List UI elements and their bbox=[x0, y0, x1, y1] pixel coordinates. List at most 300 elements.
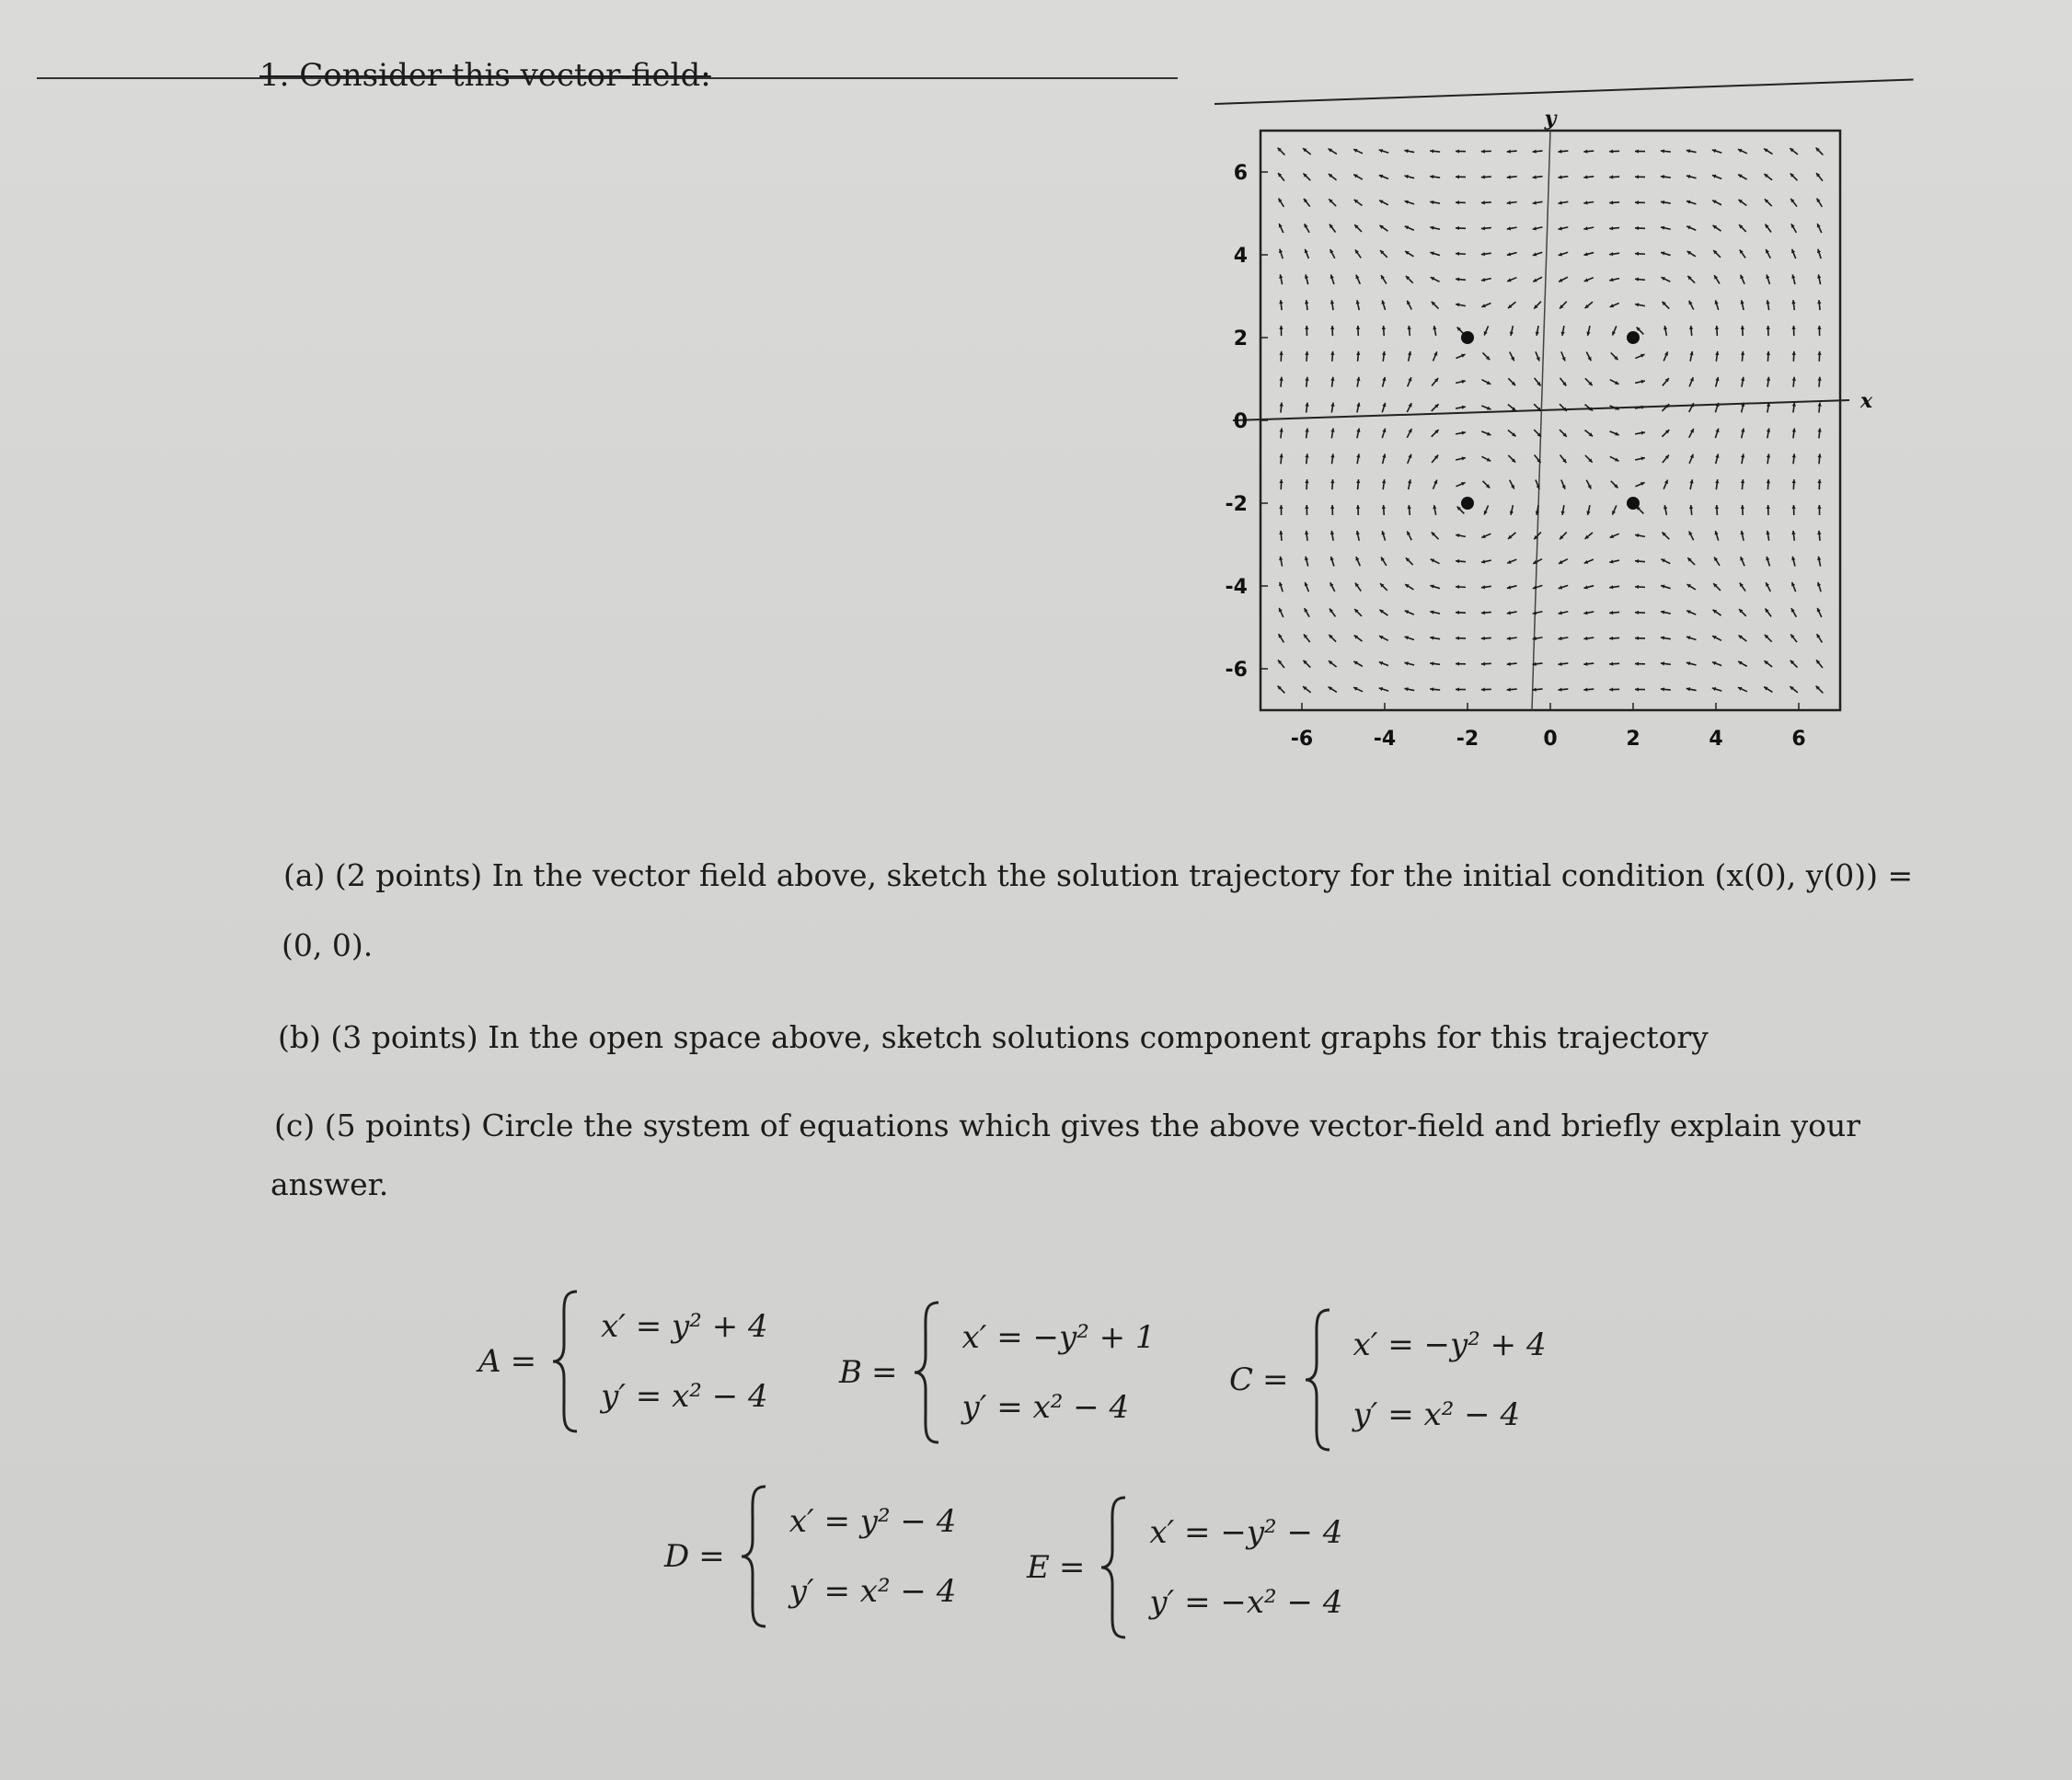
vector-arrow bbox=[1481, 662, 1491, 666]
vector-arrow bbox=[1536, 326, 1539, 336]
vector-arrow bbox=[1792, 454, 1796, 464]
vector-arrow bbox=[1481, 303, 1491, 307]
vector-arrow bbox=[1612, 505, 1617, 514]
vector-arrow bbox=[1740, 531, 1744, 541]
system-d[interactable] bbox=[664, 1483, 956, 1630]
vector-arrow bbox=[1740, 583, 1745, 591]
x-tick-label: 2 bbox=[1626, 728, 1640, 751]
arrow-head bbox=[1279, 531, 1283, 534]
arrow-head bbox=[1817, 505, 1821, 509]
arrow-head bbox=[1817, 351, 1821, 355]
vector-arrow bbox=[1380, 583, 1387, 591]
system-a-label: A bbox=[478, 1343, 501, 1380]
vector-arrow bbox=[1612, 326, 1617, 335]
system-b-eq2: y′ = x² − 4 bbox=[961, 1389, 1130, 1426]
arrow-head bbox=[1635, 585, 1639, 589]
vector-arrow bbox=[1767, 429, 1770, 439]
vector-arrow bbox=[1635, 354, 1644, 359]
vector-arrow bbox=[1738, 661, 1747, 666]
vector-arrow bbox=[1330, 479, 1334, 489]
vector-arrow bbox=[1558, 688, 1568, 692]
arrow-head bbox=[1767, 505, 1770, 509]
vector-arrow bbox=[1741, 377, 1744, 387]
vector-arrow bbox=[1305, 224, 1309, 233]
vector-arrow bbox=[1355, 583, 1361, 591]
x-tick-label: 4 bbox=[1709, 728, 1723, 751]
vector-arrow bbox=[1816, 660, 1823, 668]
arrow-head bbox=[1635, 277, 1639, 281]
vector-arrow bbox=[1689, 351, 1693, 362]
vector-arrow bbox=[1536, 351, 1540, 361]
vector-arrow bbox=[1712, 149, 1721, 153]
vector-arrow bbox=[1714, 557, 1720, 566]
arrow-head bbox=[1279, 505, 1283, 509]
vector-arrow bbox=[1583, 201, 1594, 204]
arrow-head bbox=[1609, 637, 1613, 640]
vector-arrow bbox=[1356, 403, 1360, 413]
vector-arrow bbox=[1817, 634, 1823, 642]
vector-arrow bbox=[1533, 559, 1542, 564]
vector-arrow bbox=[1792, 403, 1796, 413]
vector-arrow bbox=[1510, 326, 1514, 336]
vector-arrow bbox=[1507, 149, 1517, 153]
arrow-head bbox=[1382, 505, 1386, 509]
arrow-head bbox=[1305, 505, 1308, 509]
vector-arrow bbox=[1662, 302, 1669, 309]
vector-arrow bbox=[1764, 174, 1772, 180]
vector-arrow bbox=[1689, 429, 1694, 438]
vector-arrow bbox=[1408, 351, 1411, 362]
arrow-head bbox=[1305, 479, 1308, 483]
vector-arrow bbox=[1355, 275, 1360, 284]
vector-arrow bbox=[1407, 326, 1410, 336]
y-axis-label: y bbox=[1544, 107, 1557, 131]
vector-arrow bbox=[1508, 378, 1515, 385]
arrow-head bbox=[1356, 505, 1360, 509]
vector-arrow bbox=[1790, 660, 1798, 668]
arrow-head bbox=[1356, 326, 1360, 329]
y-tick-label: -2 bbox=[1225, 493, 1248, 516]
vector-arrow bbox=[1330, 300, 1334, 310]
arrow-head bbox=[1382, 326, 1386, 329]
vector-arrow bbox=[1507, 252, 1517, 256]
arrow-head bbox=[1330, 326, 1334, 329]
arrow-head bbox=[1533, 150, 1537, 154]
system-d-eq2: y′ = x² − 4 bbox=[789, 1573, 957, 1610]
vector-arrow bbox=[1767, 454, 1770, 464]
vector-arrow bbox=[1382, 377, 1386, 387]
vector-arrow bbox=[1687, 251, 1696, 257]
system-b[interactable] bbox=[839, 1299, 1156, 1446]
vector-arrow bbox=[1356, 377, 1360, 387]
arrow-head bbox=[1456, 175, 1459, 178]
vector-arrow bbox=[1817, 351, 1821, 362]
vector-arrow bbox=[1534, 430, 1541, 437]
vector-arrow bbox=[1791, 531, 1795, 541]
vector-arrow bbox=[1689, 505, 1693, 515]
vector-arrow bbox=[1533, 688, 1543, 692]
vector-arrow bbox=[1329, 149, 1337, 155]
vector-arrow bbox=[1432, 455, 1438, 463]
system-a[interactable] bbox=[478, 1288, 768, 1435]
system-c-label: C bbox=[1229, 1361, 1254, 1398]
vector-arrow bbox=[1354, 224, 1362, 232]
vector-arrow bbox=[1279, 199, 1284, 207]
system-e[interactable] bbox=[1027, 1494, 1342, 1641]
vector-arrow bbox=[1329, 687, 1337, 693]
arrow-head bbox=[1817, 326, 1821, 329]
vector-arrow bbox=[1686, 149, 1697, 153]
vector-arrow bbox=[1456, 226, 1466, 230]
vector-arrow bbox=[1635, 456, 1645, 460]
system-c[interactable] bbox=[1229, 1306, 1547, 1453]
vector-arrow bbox=[1329, 635, 1336, 642]
vector-arrow bbox=[1279, 454, 1283, 464]
vector-arrow bbox=[1689, 454, 1694, 464]
vector-arrow bbox=[1663, 505, 1667, 515]
arrow-head bbox=[1456, 687, 1459, 691]
arrow-head bbox=[1635, 252, 1639, 256]
left-brace-icon bbox=[1098, 1494, 1129, 1641]
vector-arrow bbox=[1790, 634, 1797, 642]
vector-arrow bbox=[1713, 225, 1721, 231]
vector-arrow bbox=[1407, 403, 1411, 412]
arrow-head bbox=[1330, 505, 1334, 509]
vector-arrow bbox=[1715, 351, 1719, 362]
arrow-head bbox=[1609, 226, 1613, 230]
vector-arrow bbox=[1739, 224, 1746, 232]
vector-arrow bbox=[1405, 636, 1414, 639]
arrow-head bbox=[1305, 454, 1308, 457]
vector-arrow bbox=[1456, 456, 1466, 460]
system-b-eq1: x′ = −y² + 1 bbox=[961, 1319, 1156, 1356]
vector-arrow bbox=[1610, 431, 1619, 436]
vector-arrow bbox=[1584, 559, 1594, 564]
vector-arrow bbox=[1433, 326, 1436, 336]
arrow-head bbox=[1661, 149, 1664, 153]
vector-arrow bbox=[1790, 686, 1798, 693]
arrow-head bbox=[1635, 637, 1639, 640]
vector-arrow bbox=[1558, 150, 1568, 154]
equilibrium-point bbox=[1461, 497, 1474, 510]
vector-arrow bbox=[1407, 301, 1411, 310]
vector-arrow bbox=[1689, 301, 1694, 310]
vector-arrow bbox=[1635, 380, 1645, 384]
vector-arrow bbox=[1481, 201, 1491, 204]
vector-arrow bbox=[1305, 403, 1308, 413]
vector-arrow bbox=[1382, 403, 1386, 412]
vector-arrow bbox=[1663, 351, 1668, 361]
vector-arrow bbox=[1686, 636, 1696, 639]
vector-arrow bbox=[1430, 149, 1440, 153]
arrow-head bbox=[1305, 326, 1308, 329]
vector-arrow bbox=[1507, 637, 1517, 640]
arrow-head bbox=[1356, 479, 1360, 483]
vector-arrow bbox=[1791, 274, 1795, 284]
vector-arrow bbox=[1583, 226, 1594, 230]
vector-arrow bbox=[1533, 611, 1543, 614]
vector-arrow bbox=[1662, 430, 1669, 437]
vector-arrow bbox=[1583, 687, 1594, 691]
arrow-head bbox=[1305, 351, 1308, 355]
vector-arrow bbox=[1481, 431, 1491, 436]
vector-arrow bbox=[1559, 252, 1568, 256]
vector-arrow bbox=[1609, 637, 1619, 640]
vector-arrow bbox=[1663, 326, 1667, 336]
vector-arrow bbox=[1610, 534, 1619, 538]
vector-arrow bbox=[1330, 377, 1334, 387]
arrow-head bbox=[1583, 175, 1587, 178]
x-tick-label: -6 bbox=[1290, 728, 1314, 751]
vector-arrow bbox=[1559, 637, 1569, 640]
vector-arrow bbox=[1508, 455, 1515, 463]
vector-arrow bbox=[1583, 662, 1594, 666]
part-c-text: (c) (5 points) Circle the system of equations which gives the above vector-field and briefly explain your bbox=[274, 1108, 1861, 1143]
vector-arrow bbox=[1686, 661, 1697, 665]
vector-arrow bbox=[1356, 479, 1360, 489]
vector-arrow bbox=[1635, 611, 1645, 614]
vector-arrow bbox=[1791, 224, 1796, 233]
arrow-head bbox=[1817, 479, 1821, 483]
arrow-head bbox=[1456, 559, 1459, 563]
vector-arrow bbox=[1817, 224, 1822, 233]
vector-arrow bbox=[1561, 326, 1565, 336]
vector-arrow bbox=[1507, 278, 1516, 282]
arrow-head bbox=[1481, 226, 1485, 230]
vector-arrow bbox=[1510, 505, 1514, 515]
vector-arrow bbox=[1740, 300, 1744, 310]
vector-arrow bbox=[1456, 252, 1466, 256]
vector-arrow bbox=[1663, 378, 1669, 385]
vector-arrow bbox=[1712, 201, 1721, 205]
vector-arrow bbox=[1430, 585, 1440, 589]
arrow-head bbox=[1456, 252, 1459, 256]
vector-arrow bbox=[1766, 224, 1772, 233]
vector-arrow bbox=[1817, 274, 1821, 284]
vector-arrow bbox=[1431, 277, 1440, 281]
vector-arrow bbox=[1430, 175, 1440, 178]
arrow-head bbox=[1635, 149, 1639, 153]
vector-arrow bbox=[1279, 634, 1284, 642]
vector-arrow bbox=[1508, 533, 1515, 539]
vector-arrow bbox=[1792, 377, 1796, 387]
vector-arrow bbox=[1635, 431, 1645, 435]
vector-arrow bbox=[1635, 277, 1645, 281]
left-brace-icon bbox=[1302, 1306, 1333, 1453]
vector-arrow bbox=[1559, 201, 1569, 204]
vector-arrow bbox=[1635, 637, 1645, 640]
vector-arrow bbox=[1330, 609, 1336, 617]
y-tick-label: 0 bbox=[1233, 410, 1248, 433]
vector-arrow bbox=[1767, 326, 1770, 336]
arrow-head bbox=[1791, 505, 1795, 509]
vector-arrow bbox=[1585, 302, 1593, 308]
vector-arrow bbox=[1661, 661, 1671, 665]
arrow-head bbox=[1558, 150, 1561, 154]
vector-arrow bbox=[1661, 610, 1671, 614]
vector-arrow bbox=[1305, 505, 1308, 515]
arrow-head bbox=[1741, 326, 1744, 329]
vector-arrow bbox=[1712, 661, 1721, 666]
vector-arrow bbox=[1686, 687, 1697, 691]
vector-arrow bbox=[1507, 226, 1517, 230]
arrow-head bbox=[1817, 454, 1821, 457]
vector-arrow bbox=[1407, 531, 1411, 540]
vector-arrow bbox=[1533, 585, 1542, 589]
vector-arrow bbox=[1609, 662, 1619, 666]
vector-arrow bbox=[1741, 505, 1744, 515]
system-c-equals: = bbox=[1262, 1361, 1289, 1398]
vector-arrow bbox=[1791, 249, 1796, 258]
arrow-head bbox=[1741, 505, 1744, 509]
part-c-text-continued: answer. bbox=[271, 1166, 389, 1202]
vector-arrow bbox=[1381, 300, 1385, 310]
vector-arrow bbox=[1330, 429, 1334, 439]
vector-arrow bbox=[1609, 149, 1619, 153]
arrow-head bbox=[1430, 687, 1433, 691]
vector-arrow bbox=[1686, 610, 1696, 614]
arrow-head bbox=[1792, 377, 1796, 381]
system-a-equals: = bbox=[510, 1343, 537, 1380]
vector-arrow bbox=[1456, 201, 1466, 204]
vector-arrow bbox=[1354, 636, 1363, 642]
vector-arrow bbox=[1507, 611, 1517, 614]
arrow-head bbox=[1817, 377, 1821, 381]
vector-arrow bbox=[1330, 351, 1334, 362]
arrow-head bbox=[1792, 454, 1796, 457]
x-tick-label: -4 bbox=[1373, 728, 1397, 751]
vector-arrow bbox=[1764, 660, 1772, 667]
vector-arrow bbox=[1689, 326, 1693, 336]
arrow-head bbox=[1818, 403, 1822, 407]
arrow-head bbox=[1456, 585, 1459, 589]
vector-arrow bbox=[1765, 635, 1772, 642]
vector-arrow bbox=[1430, 636, 1440, 639]
vector-arrow bbox=[1663, 480, 1668, 489]
vector-arrow bbox=[1379, 201, 1388, 205]
vector-arrow bbox=[1431, 559, 1440, 564]
arrow-head bbox=[1818, 428, 1822, 431]
vector-arrow bbox=[1456, 149, 1466, 153]
arrow-head bbox=[1507, 687, 1511, 691]
arrow-head bbox=[1507, 149, 1511, 153]
left-brace-icon bbox=[911, 1299, 942, 1446]
vector-arrow bbox=[1404, 175, 1414, 178]
vector-arrow bbox=[1279, 300, 1283, 310]
vector-arrow bbox=[1586, 505, 1590, 515]
vector-arrow bbox=[1406, 276, 1413, 283]
vector-arrow bbox=[1280, 403, 1283, 413]
y-tick-label: -4 bbox=[1225, 576, 1248, 599]
vector-arrow bbox=[1610, 456, 1619, 461]
arrow-head bbox=[1481, 637, 1485, 640]
vector-arrow bbox=[1790, 173, 1798, 180]
vector-arrow bbox=[1689, 531, 1694, 540]
vector-arrow bbox=[1560, 378, 1566, 386]
vector-arrow bbox=[1330, 454, 1334, 464]
vector-arrow bbox=[1583, 252, 1594, 256]
vector-arrow bbox=[1330, 531, 1334, 541]
vector-arrow bbox=[1356, 531, 1360, 541]
vector-arrow bbox=[1456, 687, 1466, 691]
arrow-head bbox=[1279, 326, 1283, 329]
vector-arrow bbox=[1305, 249, 1309, 258]
vector-arrow bbox=[1330, 224, 1336, 233]
vector-arrow bbox=[1559, 611, 1569, 614]
vector-arrow bbox=[1356, 351, 1360, 362]
question-title: 1. Consider this vector-field: bbox=[259, 57, 711, 94]
vector-arrow bbox=[1379, 225, 1387, 231]
vector-arrow bbox=[1408, 377, 1412, 386]
vector-arrow bbox=[1408, 479, 1411, 489]
vector-arrow bbox=[1405, 225, 1414, 230]
vector-arrow bbox=[1278, 148, 1285, 155]
vector-arrow bbox=[1559, 226, 1569, 230]
vector-arrow bbox=[1766, 582, 1770, 591]
vector-arrow bbox=[1355, 249, 1361, 258]
vector-arrow bbox=[1481, 559, 1491, 563]
vector-arrow bbox=[1533, 252, 1542, 256]
vector-arrow bbox=[1456, 175, 1466, 178]
vector-arrow bbox=[1330, 557, 1334, 566]
vector-arrow bbox=[1713, 250, 1721, 258]
vector-arrow bbox=[1766, 531, 1769, 541]
arrow-head bbox=[1481, 687, 1485, 691]
part-a-text-continued: (0, 0). bbox=[282, 927, 374, 963]
x-tick-label: 6 bbox=[1791, 728, 1806, 751]
vector-arrow bbox=[1816, 173, 1823, 181]
part-b-text: (b) (3 points) In the open space above, sketch solutions component graphs for this trajectory bbox=[278, 1019, 1709, 1055]
arrow-head bbox=[1635, 226, 1639, 230]
vector-arrow bbox=[1687, 557, 1695, 565]
vector-arrow bbox=[1661, 559, 1670, 564]
vector-arrow bbox=[1433, 351, 1437, 361]
vector-arrow bbox=[1765, 199, 1772, 206]
vector-arrow bbox=[1739, 636, 1747, 642]
vector-arrow bbox=[1715, 531, 1719, 541]
arrow-head bbox=[1456, 611, 1459, 614]
vector-arrow bbox=[1382, 454, 1386, 464]
system-e-equals: = bbox=[1058, 1549, 1086, 1586]
vector-arrow bbox=[1303, 148, 1311, 155]
vector-arrow bbox=[1791, 608, 1796, 617]
vector-arrow bbox=[1329, 660, 1337, 667]
arrow-head bbox=[1279, 377, 1283, 381]
vector-arrow bbox=[1305, 479, 1308, 489]
vector-arrow bbox=[1663, 455, 1669, 463]
vector-arrow bbox=[1433, 480, 1437, 489]
vector-arrow bbox=[1279, 608, 1283, 617]
vector-arrow bbox=[1635, 149, 1645, 153]
vector-arrow bbox=[1609, 585, 1619, 589]
vector-arrow bbox=[1662, 404, 1669, 411]
vector-arrow bbox=[1712, 636, 1721, 640]
vector-arrow bbox=[1609, 252, 1619, 256]
vector-arrow bbox=[1767, 479, 1770, 489]
vector-arrow bbox=[1484, 505, 1489, 514]
vector-arrow bbox=[1535, 378, 1541, 386]
vector-arrow bbox=[1382, 479, 1386, 489]
vector-arrow bbox=[1740, 557, 1744, 566]
vector-arrow bbox=[1610, 303, 1619, 307]
vector-arrow bbox=[1304, 634, 1310, 642]
arrow-head bbox=[1767, 351, 1770, 355]
vector-arrow bbox=[1280, 428, 1283, 438]
vector-arrow bbox=[1791, 557, 1795, 567]
vector-arrow bbox=[1741, 429, 1744, 439]
system-a-eq1: x′ = y² + 4 bbox=[601, 1308, 768, 1345]
vector-arrow bbox=[1714, 275, 1720, 283]
